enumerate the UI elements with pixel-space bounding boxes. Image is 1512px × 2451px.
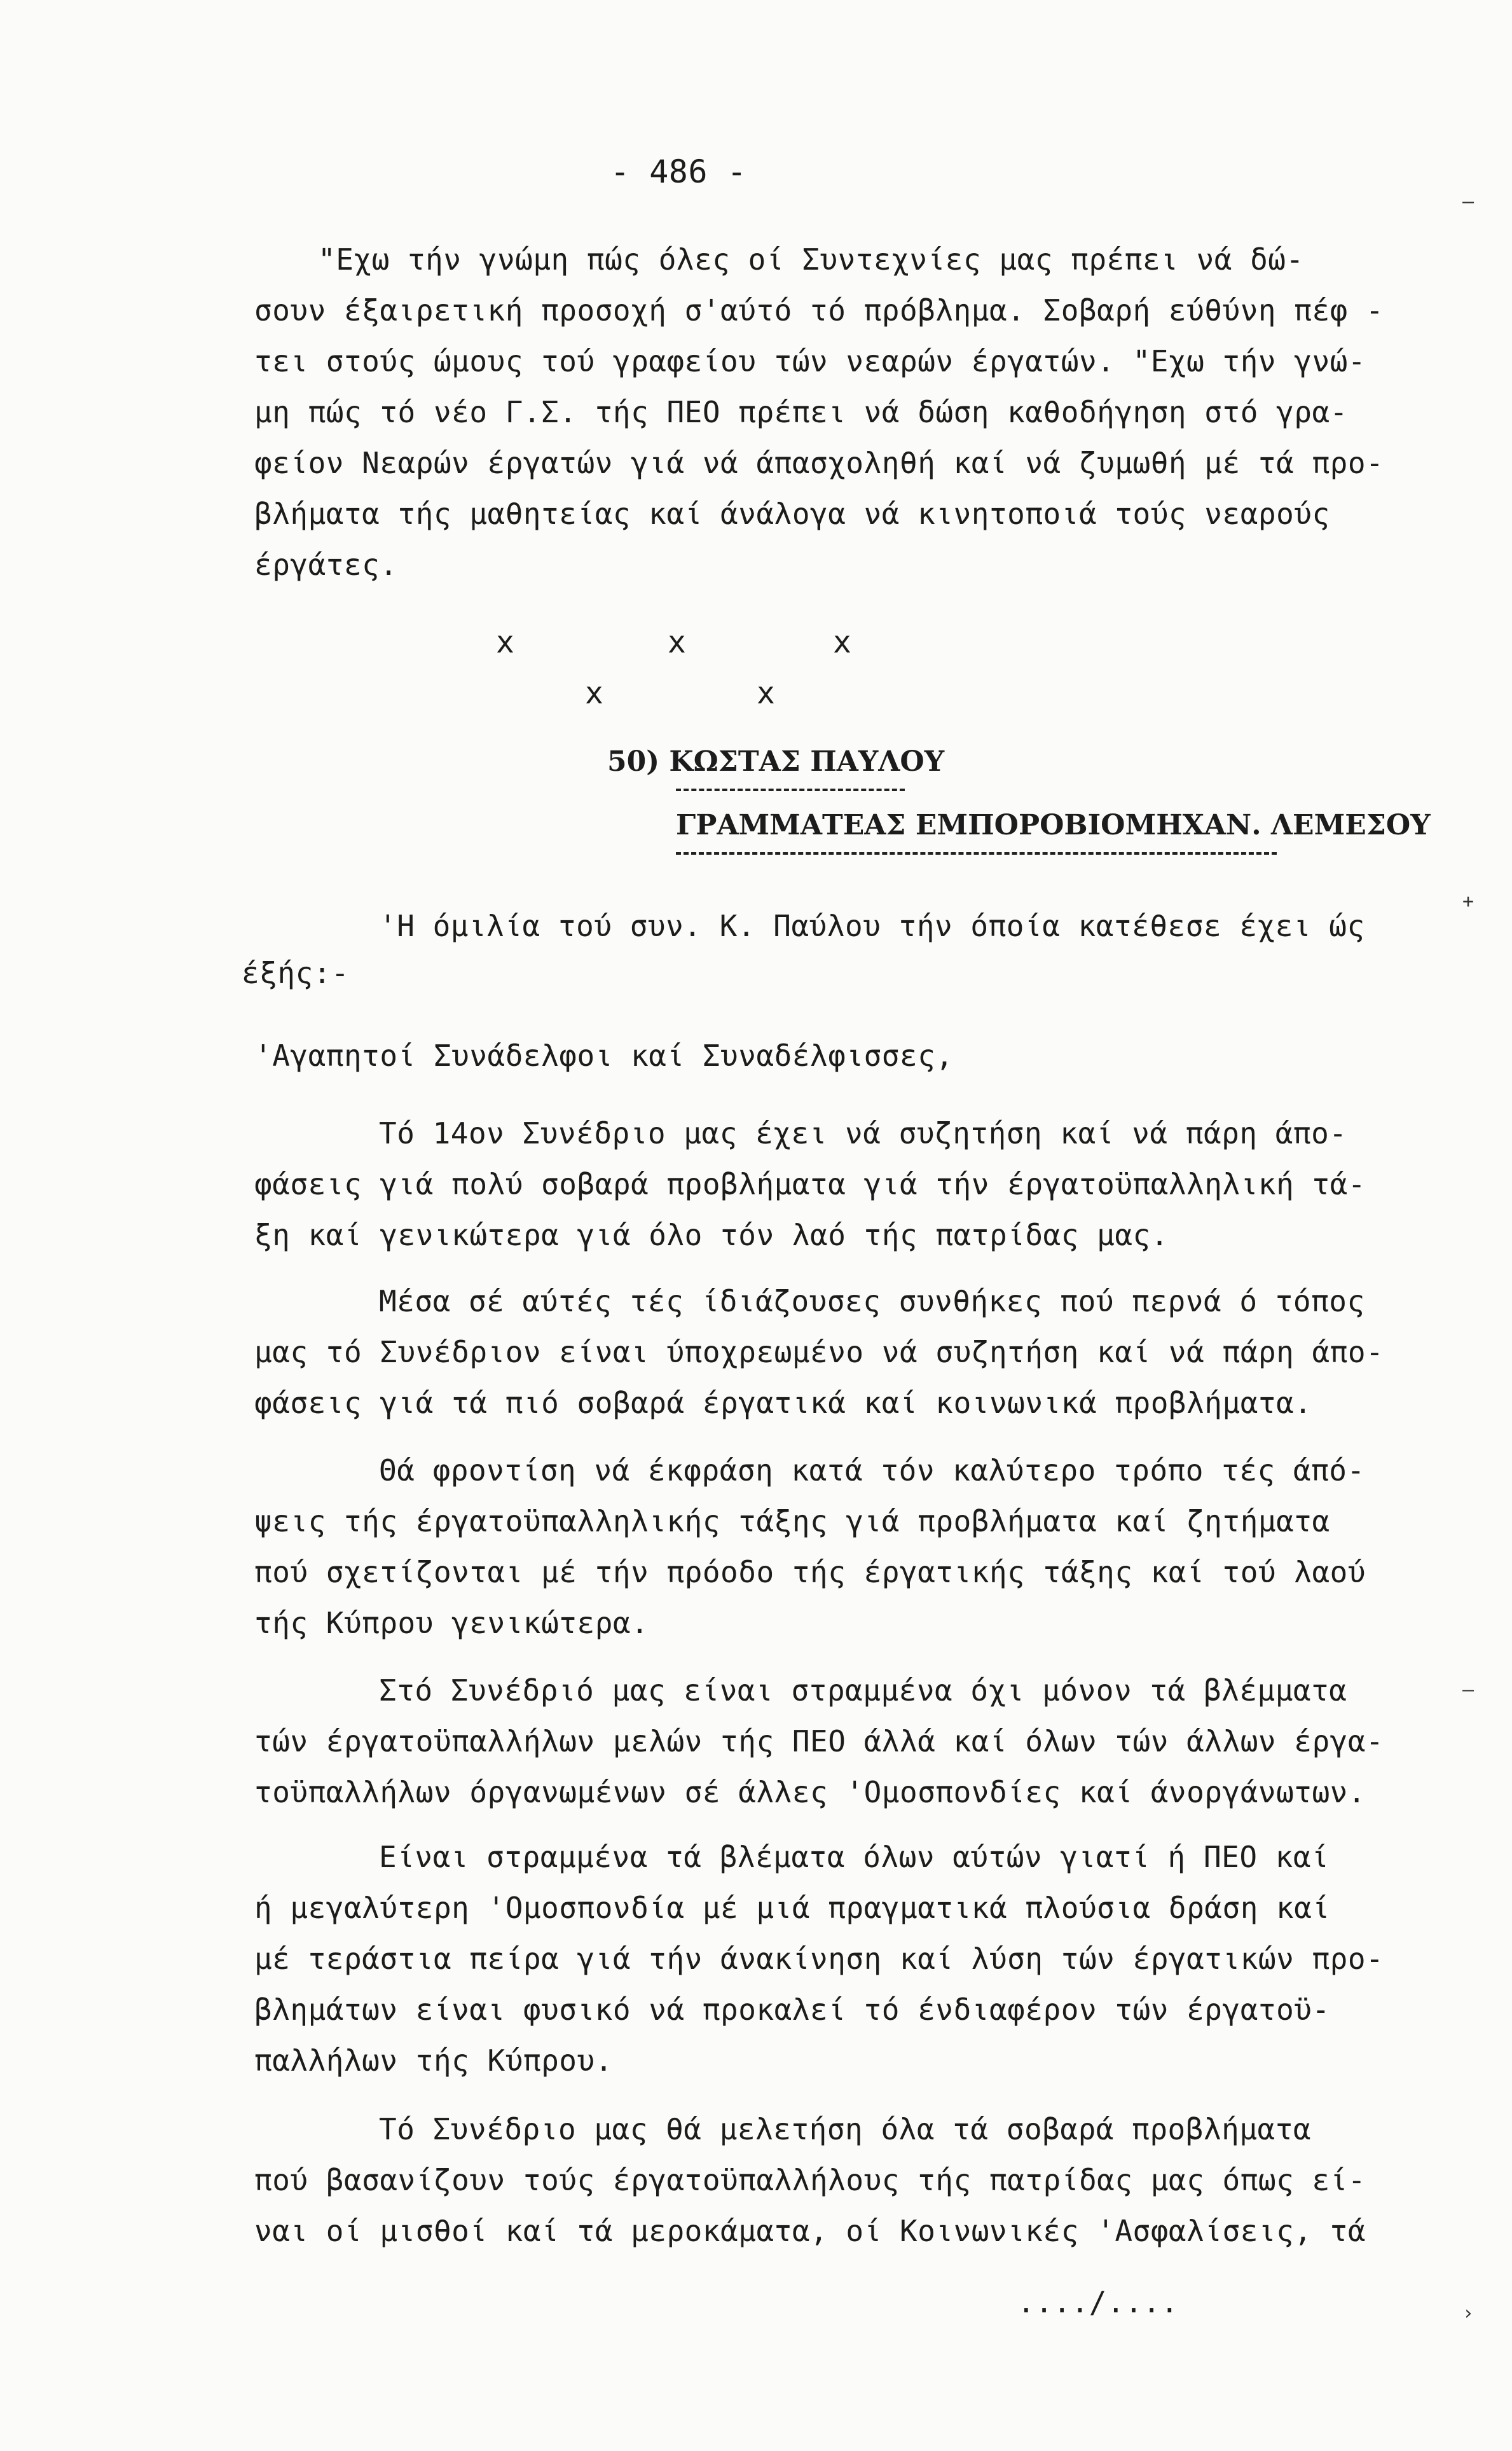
margin-tick-icon: — <box>1462 1679 1474 1701</box>
text-line: ψεις τής έργατοϋπαλληλικής τάξης γιά προβλήματα καί ζητήματα <box>254 1504 1330 1538</box>
text-line: Μέσα σέ αύτές τές ίδιάζουσες συνθήκες πού περνά ό τόπος <box>379 1284 1365 1318</box>
text-line: Τό Συνέδριο μας θά μελετήση όλα τά σοβαρά προβλήματα <box>379 2112 1312 2146</box>
text-line: μέ τεράστια πείρα γιά τήν άνακίνηση καί λύση τών έργατικών προ- <box>254 1942 1384 1976</box>
separator-mark: x <box>585 675 603 711</box>
text-line: μη πώς τό νέο Γ.Σ. τής ΠΕΟ πρέπει νά δώση καθοδήγηση στό γρα- <box>254 395 1348 429</box>
text-line: Στό Συνέδριό μας είναι στραμμένα όχι μόνον τά βλέμματα <box>379 1673 1347 1708</box>
text-line: τών έργατοϋπαλλήλων μελών τής ΠΕΟ άλλά καί όλων τών άλλων έργα- <box>254 1724 1384 1758</box>
text-line: τής Κύπρου γενικώτερα. <box>254 1606 649 1640</box>
role-underline <box>676 852 1277 855</box>
text-line: ή μεγαλύτερη 'Ομοσπονδία μέ μιά πραγματικά πλούσια δράση καί <box>254 1891 1330 1925</box>
speaker-role: ΓΡΑΜΜΑΤΕΑΣ ΕΜΠΟΡΟΒΙΟΜΗΧΑΝ. ΛΕΜΕΣΟΥ <box>676 809 1431 841</box>
continuation-mark: ..../.... <box>1017 2285 1179 2319</box>
text-line: βλημάτων είναι φυσικό νά προκαλεί τό ένδιαφέρον τών έργατοϋ- <box>254 1992 1330 2027</box>
margin-tick-icon: — <box>1462 191 1474 213</box>
text-line: τοϋπαλλήλων όργανωμένων σέ άλλες 'Ομοσπονδίες καί άνοργάνωτων. <box>254 1775 1366 1809</box>
text-line: φείον Νεαρών έργατών γιά νά άπασχοληθή καί νά ζυμωθή μέ τά προ- <box>254 446 1384 480</box>
text-line: ναι οί μισθοί καί τά μεροκάματα, οί Κοινωνικές 'Ασφαλίσεις, τά <box>254 2214 1366 2248</box>
separator-mark: x <box>757 675 775 711</box>
text-line: "Εχω τήν γνώμη πώς όλες οί Συντεχνίες μας πρέπει νά δώ- <box>318 242 1304 277</box>
salutation: 'Αγαπητοί Συνάδελφοι καί Συναδέλφισσες, <box>254 1039 954 1073</box>
page-number: - 486 - <box>610 153 747 190</box>
text-line: πού σχετίζονται μέ τήν πρόοδο τής έργατικής τάξης καί τού λαού <box>254 1555 1366 1589</box>
text-line: φάσεις γιά τά πιό σοβαρά έργατικά καί κοινωνικά προβλήματα. <box>254 1386 1312 1420</box>
text-line: τει στούς ώμους τού γραφείου τών νεαρών έργατών. "Εχω τήν γνώ- <box>254 344 1366 378</box>
text-line: Τό 14ον Συνέδριο μας έχει νά συζητήση καί νά πάρη άπο- <box>379 1116 1347 1150</box>
separator-mark: x <box>833 625 851 660</box>
text-line: Είναι στραμμένα τά βλέματα όλων αύτών γιατί ή ΠΕΟ καί <box>379 1840 1330 1874</box>
text-line: παλλήλων τής Κύπρου. <box>254 2043 613 2078</box>
text-line: έξής:- <box>242 956 350 990</box>
text-line: σουν έξαιρετική προσοχή σ'αύτό τό πρόβλημα. Σοβαρή εύθύνη πέφ - <box>254 293 1384 328</box>
heading-underline <box>676 789 905 791</box>
text-line: μας τό Συνέδριον είναι ύποχρεωμένο νά συζητήση καί νά πάρη άπο- <box>254 1335 1384 1369</box>
separator-mark: x <box>496 625 514 660</box>
text-line: φάσεις γιά πολύ σοβαρά προβλήματα γιά τήν έργατοϋπαλληλική τά- <box>254 1167 1366 1201</box>
text-line: 'Η όμιλία τού συν. Κ. Παύλου τήν όποία κατέθεσε έχει ώς <box>379 909 1365 943</box>
margin-tick-icon: + <box>1462 890 1474 913</box>
text-line: βλήματα τής μαθητείας καί άνάλογα νά κινητοποιά τούς νεαρούς <box>254 497 1330 531</box>
speaker-heading: 50) ΚΩΣΤΑΣ ΠΑΥΛΟΥ <box>607 745 945 778</box>
separator-mark: x <box>668 625 686 660</box>
text-line: Θά φροντίση νά έκφράση κατά τόν καλύτερο τρόπο τές άπό- <box>379 1453 1365 1488</box>
text-line: ξη καί γενικώτερα γιά όλο τόν λαό τής πατρίδας μας. <box>254 1218 1169 1252</box>
text-line: έργάτες. <box>254 548 398 582</box>
margin-tick-icon: › <box>1462 2302 1474 2324</box>
text-line: πού βασανίζουν τούς έργατοϋπαλλήλους τής πατρίδας μας όπως εί- <box>254 2163 1366 2197</box>
